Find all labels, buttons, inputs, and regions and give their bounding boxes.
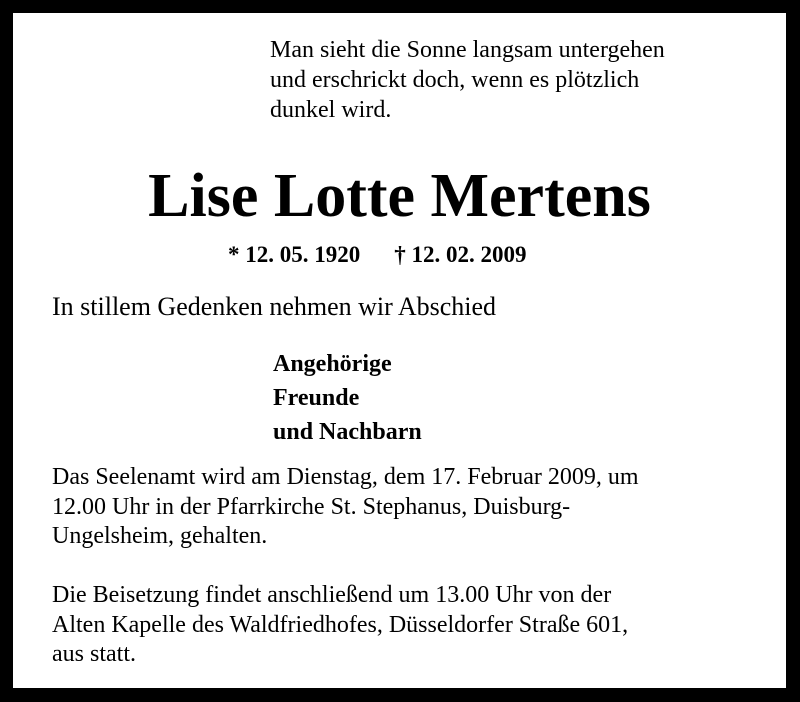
birth-date: * 12. 05. 1920 xyxy=(228,242,361,267)
text-line: Ungelsheim, gehalten. xyxy=(52,523,268,549)
mourner: und Nachbarn xyxy=(273,419,422,445)
poem-line: dunkel wird. xyxy=(270,97,392,123)
mourners-list xyxy=(273,347,422,449)
death-date: † 12. 02. 2009 xyxy=(394,242,527,267)
burial-paragraph xyxy=(52,581,628,670)
mourner: Freunde xyxy=(273,385,360,411)
life-dates xyxy=(228,242,527,268)
poem-quote xyxy=(270,35,665,125)
poem-line: und erschrickt doch, wenn es plötzlich xyxy=(270,67,640,93)
poem-line: Man sieht die Sonne langsam untergehen xyxy=(270,37,665,63)
mourner: Angehörige xyxy=(273,351,392,377)
requiem-paragraph xyxy=(52,463,639,552)
text-line: 12.00 Uhr in der Pfarrkirche St. Stephanus, Duisburg- xyxy=(52,493,571,520)
obituary-notice xyxy=(13,13,786,688)
memorial-line: In stillem Gedenken nehmen wir Abschied xyxy=(52,292,497,321)
text-line: Alten Kapelle des Waldfriedhofes, Düsseldorfer Straße 601, xyxy=(52,611,629,638)
text-line: Das Seelenamt wird am Dienstag, dem 17. Februar 2009, um xyxy=(52,464,639,490)
text-line: Die Beisetzung findet anschließend um 13.00 Uhr von der xyxy=(52,582,612,608)
deceased-name: Lise Lotte Mertens xyxy=(148,162,651,230)
text-line: aus statt. xyxy=(52,641,136,667)
